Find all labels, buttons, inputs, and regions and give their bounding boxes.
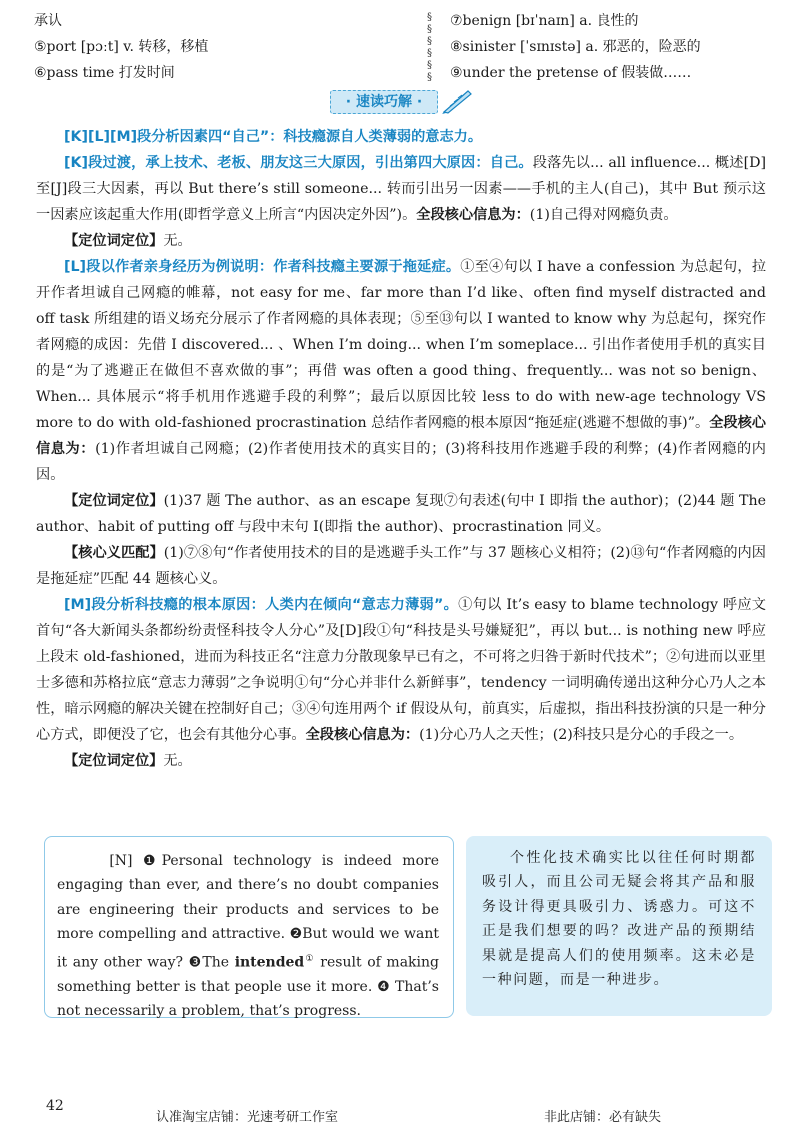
passage-box bbox=[44, 836, 454, 1018]
analysis-heading: [K][L][M]段分析因素四“自己”：科技瘾源自人类薄弱的意志力。 bbox=[64, 129, 483, 145]
vocab-item: ⑦benign [bɪˈnaɪn] a. 良性的 bbox=[450, 13, 639, 29]
vocabulary-list bbox=[32, 8, 772, 88]
vocab-item: ⑧sinister [ˈsɪnɪstə] a. 邪恶的，险恶的 bbox=[450, 39, 701, 55]
analysis-paragraph-k: [K]段过渡，承上技术、老板、朋友这三大原因，引出第四大原因：自己。段落先以... all influence... 概述[D]至[J]段三大因素，再以 But there’s still someone... 转而引出另一因素——手机的主人(自己)，其中 But 预示这一因素应该起重大作用(即哲学意义上所言“内因决定外因”)。全段核心信息为：(1)自己得对网瘾负责。 bbox=[36, 155, 767, 223]
banner-label: · 速读巧解 · bbox=[330, 90, 438, 114]
translation-text: 个性化技术确实比以往任何时期都吸引人，而且公司无疑会将其产品和服务设计得更具吸引力、诱惑力。可这不正是我们想要的吗？改进产品的预期结果就是提高人们的使用频率。这未必是一种问题，而是一种进步。 bbox=[482, 850, 756, 989]
page-number: 42 bbox=[46, 1098, 64, 1114]
passage-label: [N] bbox=[109, 853, 133, 869]
analysis-body bbox=[36, 124, 766, 774]
vocab-item: ⑤port [pɔːt] v. 转移，移植 bbox=[34, 39, 209, 55]
pen-icon bbox=[440, 88, 474, 114]
vocab-left-column bbox=[34, 8, 208, 86]
passage-text: [N] ❶Personal technology is indeed more engaging than ever, and there’s no doubt companies are engineering their products and services to be more compelling and attractive. ❷But would we want it any other way? ❸The intended① result of making something better is that people use it more. ❹ That’s not necessarily a problem, that’s progress. bbox=[57, 853, 439, 1020]
spiral-divider: § § § § § § bbox=[427, 12, 432, 83]
footer-right: 非此店铺：必有缺失 bbox=[544, 1110, 662, 1125]
vocab-item: ⑨under the pretense of 假装做…… bbox=[450, 65, 692, 81]
vocab-item: 承认 bbox=[34, 13, 62, 29]
footer-left: 认准淘宝店铺：光速考研工作室 bbox=[156, 1110, 339, 1125]
footnote-marker: ① bbox=[304, 953, 315, 964]
locator-l: 【定位词定位】(1)37 题 The author、as an escape 复现⑦句表述(句中 I 即指 the author)；(2)44 题 The author、habit of putting off 与段中末句 I(即指 the author)、procrastination 同义。 bbox=[36, 493, 766, 535]
locator-k: 【定位词定位】无。 bbox=[64, 233, 192, 249]
vocab-item: ⑥pass time 打发时间 bbox=[34, 65, 175, 81]
core-match-l: 【核心义匹配】(1)⑦⑧句“作者使用技术的目的是逃避手头工作”与 37 题核心义相符；(2)⑬句“作者网瘾的内因是拖延症”匹配 44 题核心义。 bbox=[36, 545, 766, 587]
locator-m: 【定位词定位】无。 bbox=[64, 753, 192, 769]
translation-box bbox=[466, 836, 772, 1016]
analysis-paragraph-l: [L]段以作者亲身经历为例说明：作者科技瘾主要源于拖延症。①至④句以 I have a confession 为总起句，拉开作者坦诚自己网瘾的帷幕，not easy for me、far more than I’d like、often find myself distracted and off task 所组建的语义场充分展示了作者网瘾的具体表现；⑤至⑬句以 I wanted to know why 为总起句，探究作者网瘾的成因：先借 I discovered... 、When I’m doing... when I’m someplace... 引出作者使用手机的真实目的是“为了逃避正在做但不喜欢做的事”；再借 was often a good thing、frequently... was not so benign、When... 具体展示“将手机用作逃避手段的利弊”；最后以原因比较 less to do with new-age technology VS more to do with old-fashioned procrastination 总结作者网瘾的根本原因“拖延症(逃避不想做的事)”。全段核心信息为：(1)作者坦诚自己网瘾；(2)作者使用技术的真实目的；(3)将科技用作逃避手段的利弊；(4)作者网瘾的内因。 bbox=[36, 259, 767, 483]
analysis-paragraph-m: [M]段分析科技瘾的根本原因：人类内在倾向“意志力薄弱”。①句以 It’s easy to blame technology 呼应文首句“各大新闻头条都纷纷责怪科技令人分心”及[D]段①句“科技是头号嫌疑犯”，再以 but... is nothing new 呼应上段末 old-fashioned，进而为科技正名“注意力分散现象早已有之，不可将之归咎于新时代技术”；②句进而以亚里士多德和苏格拉底“意志力薄弱”之争说明①句“分心并非什么新鲜事”，tendency 一词明确传递出这种分心乃人之本性，暗示网瘾的解决关键在控制好自己；③④句连用两个 if 假设从句，前真实，后虚拟，指出科技扮演的只是一种分心方式，即便没了它，也会有其他分心事。全段核心信息为：(1)分心乃人之天性；(2)科技只是分心的手段之一。 bbox=[36, 597, 766, 743]
vocab-right-column bbox=[450, 8, 701, 86]
section-banner bbox=[330, 88, 475, 114]
vocab-highlight: intended bbox=[234, 954, 305, 971]
